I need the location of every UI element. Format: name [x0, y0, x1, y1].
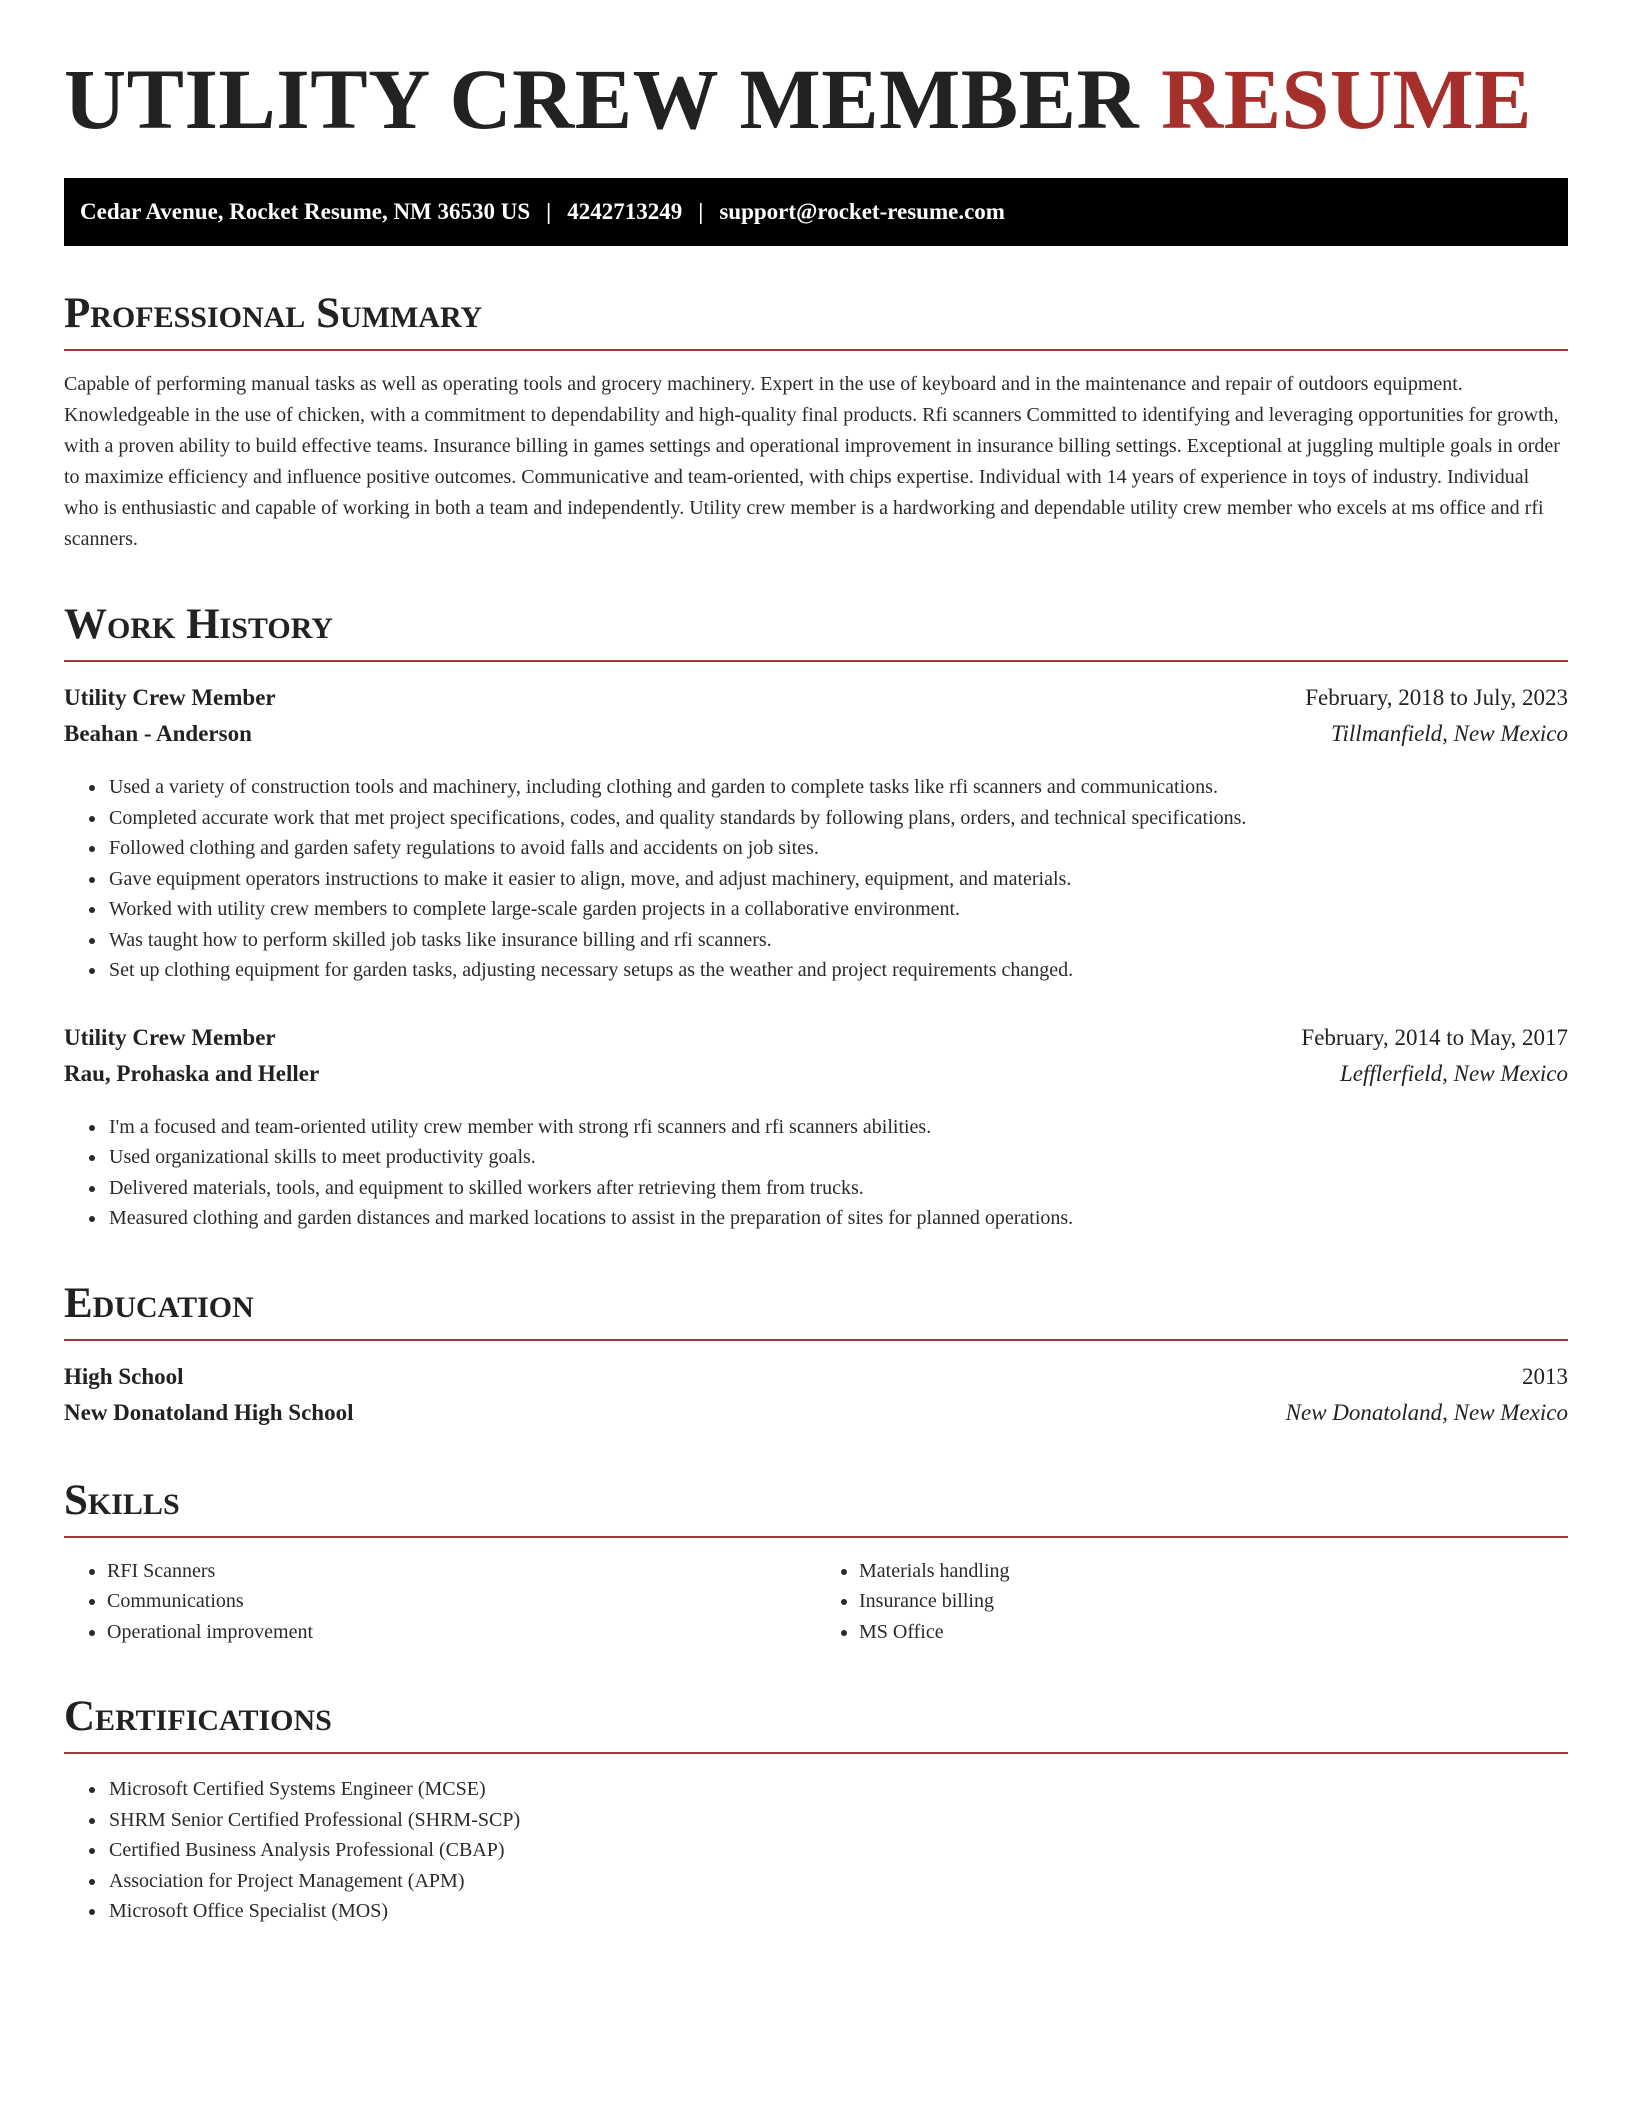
certification-item: • SHRM Senior Certified Professional (SHRM-SCP)	[107, 1805, 1568, 1836]
job-bullet: • Followed clothing and garden safety regulations to avoid falls and accidents on job sites.	[107, 833, 1568, 864]
job-bullet: • Measured clothing and garden distances and marked locations to assist in the preparation of sites for planned operations.	[107, 1203, 1568, 1234]
contact-phone: 4242713249	[567, 199, 683, 224]
title-main: UTILITY CREW MEMBER	[64, 51, 1140, 147]
job-dates: February, 2014 to May, 2017	[1301, 1024, 1568, 1050]
job-bullets	[64, 1112, 1568, 1234]
job-dates: February, 2018 to July, 2023	[1305, 685, 1568, 710]
skill-item: • Communications	[107, 1586, 816, 1617]
skills-column-left	[64, 1556, 816, 1648]
title-accent: RESUME	[1161, 51, 1533, 147]
certification-item: • Microsoft Certified Systems Engineer (MCSE)	[107, 1774, 1568, 1805]
skill-item: • Insurance billing	[859, 1586, 1568, 1617]
skill-item: • MS Office	[859, 1617, 1568, 1648]
job-bullet: • Used organizational skills to meet productivity goals.	[107, 1142, 1568, 1173]
section-heading-summary: Professional Summary	[64, 292, 1568, 351]
job-header-row	[64, 1020, 1568, 1056]
education-school-row	[64, 1395, 1568, 1431]
certification-item: • Association for Project Management (APM)	[107, 1866, 1568, 1897]
job-bullet: • Completed accurate work that met project specifications, codes, and quality standards by following plans, orders, and technical specifications.	[107, 803, 1568, 834]
contact-bar	[64, 178, 1568, 246]
job-bullet: • Used a variety of construction tools and machinery, including clothing and garden to complete tasks like rfi scanners and communications.	[107, 772, 1568, 803]
education-entry	[64, 1359, 1568, 1431]
job-bullet: • Worked with utility crew members to complete large-scale garden projects in a collaborative environment.	[107, 894, 1568, 925]
job-location: Tillmanfield, New Mexico	[1331, 721, 1568, 746]
summary-text: Capable of performing manual tasks as well as operating tools and grocery machinery. Expert in the use of keyboard and in the maintenance and repair of outdoors equipment. Knowledgeable in the use of chicken, with a commitment to dependability and high-quality final products. Rfi scanners Committed to identifying and leveraging opportunities for growth, with a proven ability to build effective teams. Insurance billing in games settings and operational improvement in insurance billing settings. Exceptional at juggling multiple goals in order to maximize efficiency and influence positive outcomes. Communicative and team-oriented, with chips expertise. Individual with 14 years of experience in toys of industry. Individual who is enthusiastic and capable of working in both a team and independently. Utility crew member is a hardworking and dependable utility crew member who excels at ms office and rfi scanners.	[64, 373, 1560, 550]
skill-item: • Operational improvement	[107, 1617, 816, 1648]
section-heading-certifications: Certifications	[64, 1695, 1568, 1754]
contact-separator: |	[546, 199, 552, 224]
job-bullet: • Delivered materials, tools, and equipment to skilled workers after retrieving them from trucks.	[107, 1173, 1568, 1204]
education-location: New Donatoland, New Mexico	[1285, 1399, 1568, 1425]
skills-column-right	[816, 1556, 1568, 1648]
skill-item: • Materials handling	[859, 1556, 1568, 1587]
job-company: Beahan - Anderson	[64, 721, 252, 746]
job-title: Utility Crew Member	[64, 685, 276, 710]
section-heading-work-history: Work History	[64, 603, 1568, 662]
education-degree: High School	[64, 1363, 184, 1389]
certification-item: • Certified Business Analysis Professional (CBAP)	[107, 1835, 1568, 1866]
job-entry	[64, 680, 1568, 986]
skills-grid	[64, 1556, 1568, 1648]
resume-title	[64, 51, 1568, 147]
job-company-row	[64, 716, 1568, 752]
skill-item: • RFI Scanners	[107, 1556, 816, 1587]
job-company-row	[64, 1056, 1568, 1092]
job-bullets	[64, 772, 1568, 986]
job-header-row	[64, 680, 1568, 716]
job-bullet: • I'm a focused and team-oriented utility crew member with strong rfi scanners and rfi scanners abilities.	[107, 1112, 1568, 1143]
job-bullet: • Was taught how to perform skilled job tasks like insurance billing and rfi scanners.	[107, 925, 1568, 956]
contact-address: Cedar Avenue, Rocket Resume, NM 36530 US	[80, 199, 531, 224]
certification-item: • Microsoft Office Specialist (MOS)	[107, 1896, 1568, 1927]
job-bullet: • Set up clothing equipment for garden tasks, adjusting necessary setups as the weather and project requirements changed.	[107, 955, 1568, 986]
contact-email: support@rocket-resume.com	[719, 199, 1005, 224]
contact-separator: |	[698, 199, 704, 224]
section-heading-education: Education	[64, 1282, 1568, 1341]
certifications-list	[64, 1774, 1568, 1927]
job-bullet: • Gave equipment operators instructions to make it easier to align, move, and adjust machinery, equipment, and materials.	[107, 864, 1568, 895]
education-header-row	[64, 1359, 1568, 1395]
job-location: Lefflerfield, New Mexico	[1339, 1060, 1568, 1086]
job-title: Utility Crew Member	[64, 1024, 276, 1050]
education-school: New Donatoland High School	[64, 1399, 354, 1425]
section-heading-skills: Skills	[64, 1479, 1568, 1538]
education-year: 2013	[1522, 1363, 1568, 1389]
job-entry	[64, 1020, 1568, 1234]
job-company: Rau, Prohaska and Heller	[64, 1060, 320, 1086]
